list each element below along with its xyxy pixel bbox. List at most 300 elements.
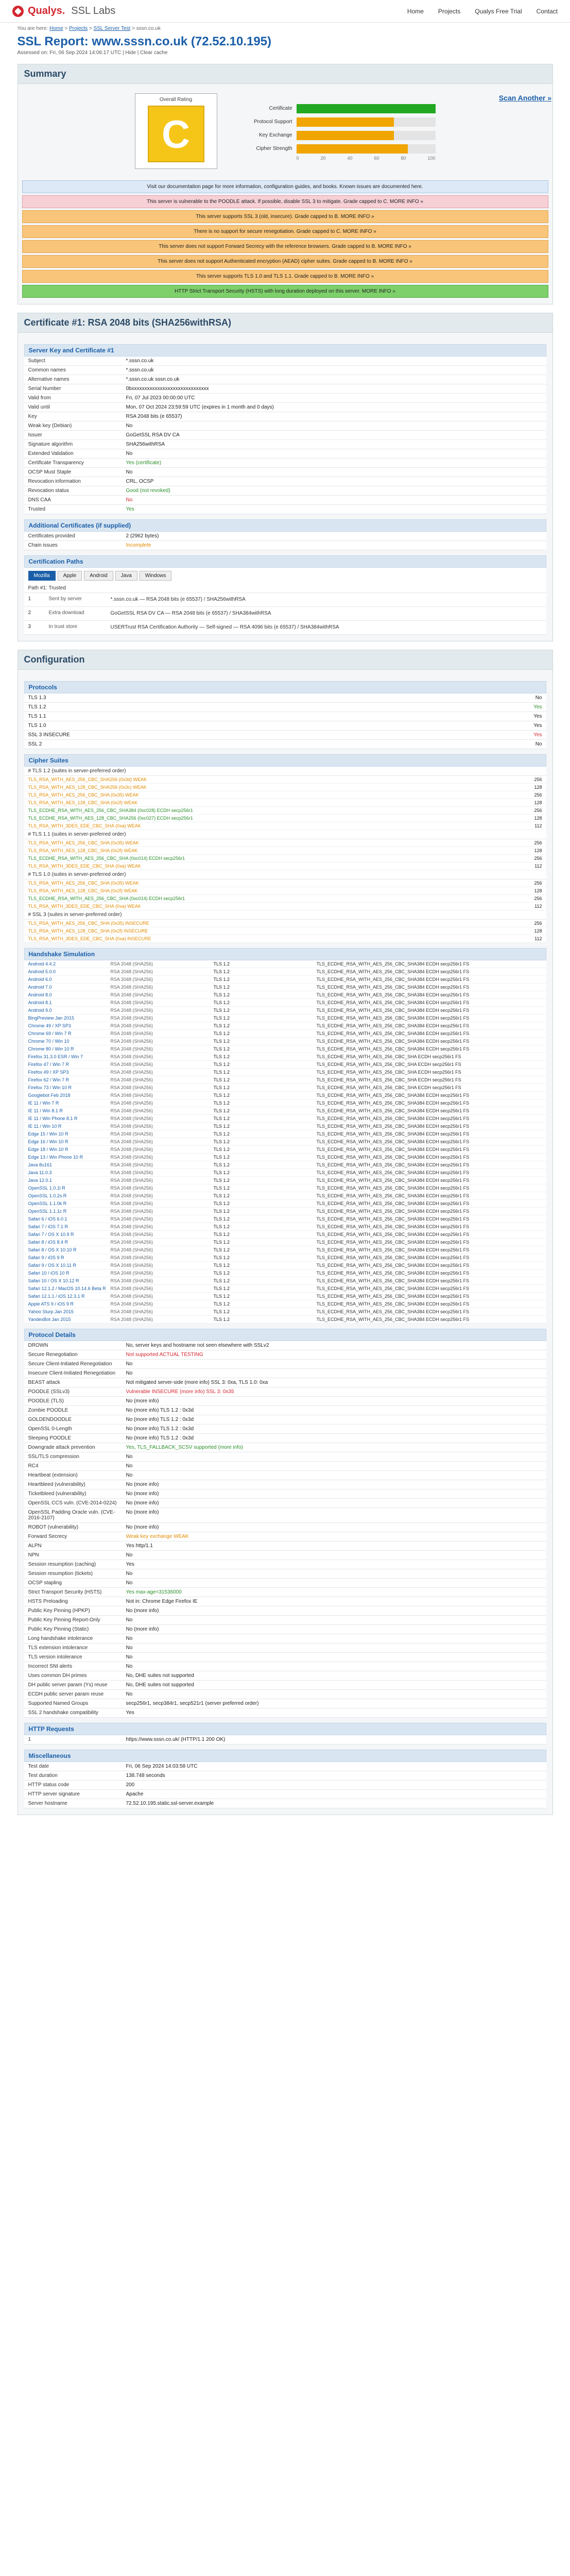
overall-rating-card — [135, 93, 217, 169]
handshake-row — [24, 1246, 546, 1254]
detail-row-key: Forward Secrecy — [28, 1534, 67, 1539]
sim-client[interactable]: BingPreview Jan 2015 — [28, 1015, 75, 1021]
detail-row-key: Secure Client-Initiated Renegotiation — [28, 1361, 112, 1367]
detail-row-key: TLS version intolerance — [28, 1654, 82, 1660]
detail-row — [24, 1681, 546, 1690]
sim-protocol: TLS 1.2 — [213, 1309, 230, 1314]
http-requests-table — [24, 1735, 546, 1744]
cert-row-key: Serial Number — [28, 386, 61, 392]
cipher-row — [24, 822, 546, 830]
sim-cert: RSA 2048 (SHA256) — [110, 1093, 153, 1098]
cipher-group-head[interactable] — [24, 830, 546, 839]
detail-row-value: No — [126, 1664, 133, 1669]
http-row — [24, 1735, 546, 1744]
detail-row-value: No — [126, 1552, 133, 1558]
detail-row-key: DROWN — [28, 1343, 48, 1348]
cipher-row — [24, 879, 546, 887]
sim-client[interactable]: Java 12.0.1 — [28, 1178, 53, 1183]
scale-tick: 0 — [296, 155, 299, 161]
sim-suite: TLS_ECDHE_RSA_WITH_AES_256_CBC_SHA384 ECDH secp256r1 FS — [316, 1000, 470, 1005]
sim-suite: TLS_ECDHE_RSA_WITH_AES_256_CBC_SHA384 ECDH secp256r1 FS — [316, 1216, 470, 1222]
sim-protocol: TLS 1.2 — [213, 1108, 230, 1113]
sim-protocol: TLS 1.2 — [213, 1000, 230, 1005]
protocols-head[interactable]: Protocols — [24, 681, 546, 693]
handshake-row — [24, 1239, 546, 1246]
sim-cert: RSA 2048 (SHA256) — [110, 985, 153, 990]
cipher-name: TLS_RSA_WITH_3DES_EDE_CBC_SHA (0xa) WEAK — [28, 823, 141, 828]
server-key-head[interactable]: Server Key and Certificate #1 — [24, 344, 546, 357]
brand-logo[interactable] — [12, 5, 115, 17]
path-row — [24, 621, 546, 635]
nav-home[interactable]: Home — [407, 7, 424, 15]
additional-row-key: Certificates provided — [28, 533, 75, 539]
sim-client[interactable]: Edge 13 / Win Phone 10 R — [28, 1155, 83, 1160]
cert-paths-head[interactable]: Certification Paths — [24, 555, 546, 568]
sim-client[interactable]: Googlebot Feb 2018 — [28, 1093, 71, 1098]
cert-row — [24, 412, 546, 421]
detail-row — [24, 1643, 546, 1653]
summary-notice: Visit our documentation page for more information, configuration guides, and books. Known issues are documented here. — [22, 180, 548, 193]
misc-row-value: 200 — [126, 1782, 135, 1788]
sim-protocol: TLS 1.2 — [213, 1270, 230, 1276]
sim-client[interactable]: Edge 16 / Win 10 R — [28, 1139, 68, 1144]
handshake-row — [24, 1069, 546, 1076]
ciphers-head[interactable]: Cipher Suites — [24, 754, 546, 767]
sim-cert: RSA 2048 (SHA256) — [110, 1224, 153, 1229]
cert-row — [24, 357, 546, 366]
detail-row — [24, 1360, 546, 1369]
sim-protocol: TLS 1.2 — [213, 1023, 230, 1028]
detail-row — [24, 1480, 546, 1489]
score-bar-fill — [297, 131, 394, 140]
scan-another-link[interactable]: Scan Another » — [498, 94, 551, 102]
sim-client[interactable]: Firefox 73 / Win 10 R — [28, 1085, 72, 1090]
sim-client[interactable]: Safari 7 / OS X 10.9 R — [28, 1232, 74, 1237]
sim-suite: TLS_ECDHE_RSA_WITH_AES_256_CBC_SHA384 ECDH secp256r1 FS — [316, 1309, 470, 1314]
score-scale — [297, 156, 436, 161]
cipher-name: TLS_ECDHE_RSA_WITH_AES_256_CBC_SHA (0xc014) ECDH secp256r1 — [28, 896, 185, 901]
qualys-shield-icon — [12, 6, 24, 17]
handshake-row — [24, 1084, 546, 1092]
sim-protocol: TLS 1.2 — [213, 1170, 230, 1175]
cipher-bits: 128 — [534, 800, 542, 805]
sim-suite: TLS_ECDHE_RSA_WITH_AES_256_CBC_SHA384 ECDH secp256r1 FS — [316, 1100, 470, 1106]
protocol-value: Yes — [533, 714, 542, 719]
tab-android[interactable]: Android — [84, 571, 113, 581]
sim-protocol: TLS 1.2 — [213, 1193, 230, 1198]
detail-row — [24, 1569, 546, 1579]
cipher-row — [24, 791, 546, 799]
sim-client[interactable]: OpenSSL 1.1.1c R — [28, 1209, 67, 1214]
cipher-bits: 256 — [534, 921, 542, 926]
protocol-value: Yes — [533, 723, 542, 728]
cert-row — [24, 366, 546, 375]
nav-free-trial[interactable]: Qualys Free Trial — [475, 7, 522, 15]
path-row — [24, 593, 546, 607]
sim-client[interactable]: Safari 7 / iOS 7.1 R — [28, 1224, 68, 1229]
sim-suite: TLS_ECDHE_RSA_WITH_AES_256_CBC_SHA384 ECDH secp256r1 FS — [316, 961, 470, 967]
sim-suite: TLS_ECDHE_RSA_WITH_AES_256_CBC_SHA384 ECDH secp256r1 FS — [316, 1240, 470, 1245]
sim-client[interactable]: Edge 15 / Win 10 R — [28, 1131, 68, 1137]
detail-row-key: ROBOT (vulnerability) — [28, 1524, 79, 1530]
sim-suite: TLS_ECDHE_RSA_WITH_AES_256_CBC_SHA384 ECDH secp256r1 FS — [316, 1023, 470, 1028]
protocol-row — [24, 731, 546, 740]
sim-client[interactable]: Apple ATS 9 / iOS 9 R — [28, 1301, 74, 1307]
sim-client[interactable]: Chrome 69 / Win 7 R — [28, 1031, 72, 1036]
cert-row-value: No — [126, 423, 133, 429]
handshake-row — [24, 1038, 546, 1045]
sim-protocol: TLS 1.2 — [213, 1046, 230, 1052]
detail-row-key: Heartbleed (vulnerability) — [28, 1482, 85, 1487]
score-bar-fill — [297, 104, 436, 113]
detail-row — [24, 1350, 546, 1360]
detail-row-value: No — [126, 1472, 133, 1478]
tab-windows[interactable]: Windows — [140, 571, 172, 581]
detail-row-key: Zombie POODLE — [28, 1408, 68, 1413]
sim-protocol: TLS 1.2 — [213, 985, 230, 990]
breadcrumb-home[interactable]: Home — [49, 26, 63, 31]
sim-client[interactable]: IE 11 / Win Phone 8.1 R — [28, 1116, 78, 1121]
sim-client[interactable]: Safari 6 / iOS 6.0.1 — [28, 1216, 67, 1222]
sim-client[interactable]: Java 11.0.3 — [28, 1170, 52, 1175]
sim-client[interactable]: Firefox 49 / XP SP3 — [28, 1070, 69, 1075]
cert-row-key: Alternative names — [28, 377, 70, 382]
scale-tick: 100 — [427, 155, 436, 161]
sim-client[interactable]: OpenSSL 1.1.0k R — [28, 1201, 67, 1206]
cipher-name: TLS_RSA_WITH_AES_128_CBC_SHA256 (0x3c) WEAK — [28, 785, 147, 790]
sim-client[interactable]: OpenSSL 1.0.1l R — [28, 1185, 65, 1191]
http-row-value: https://www.sssn.co.uk/ (HTTP/1.1 200 OK) — [126, 1737, 226, 1742]
cipher-row — [24, 887, 546, 895]
sim-cert: RSA 2048 (SHA256) — [110, 1232, 153, 1237]
breadcrumb-ssl-test[interactable]: SSL Server Test — [93, 26, 131, 31]
sim-client[interactable]: Android 6.0 — [28, 977, 52, 982]
cipher-name: TLS_RSA_WITH_AES_128_CBC_SHA (0x2f) WEAK — [28, 800, 138, 805]
sim-client[interactable]: Firefox 47 / Win 7 R — [28, 1062, 70, 1067]
sim-client[interactable]: Safari 10 / OS X 10.12 R — [28, 1278, 79, 1283]
sim-client[interactable]: IE 11 / Win 8.1 R — [28, 1108, 63, 1113]
cert-row-value: CRL, OCSP — [126, 479, 154, 484]
cert-row — [24, 477, 546, 486]
sim-suite: TLS_ECDHE_RSA_WITH_AES_256_CBC_SHA384 ECDH secp256r1 FS — [316, 977, 470, 982]
handshake-row — [24, 960, 546, 968]
detail-row — [24, 1369, 546, 1378]
cert-row — [24, 505, 546, 514]
sim-protocol: TLS 1.2 — [213, 1077, 230, 1082]
protocol-name: TLS 1.1 — [28, 714, 46, 719]
sim-client[interactable]: Android 4.4.2 — [28, 961, 56, 967]
tab-apple[interactable]: Apple — [58, 571, 82, 581]
sim-protocol: TLS 1.2 — [213, 1131, 230, 1137]
misc-row-key: Server hostname — [28, 1801, 67, 1806]
protocol-details-head[interactable]: Protocol Details — [24, 1329, 546, 1341]
sim-suite: TLS_ECDHE_RSA_WITH_AES_256_CBC_SHA384 ECDH secp256r1 FS — [316, 1286, 470, 1291]
misc-head[interactable]: Miscellaneous — [24, 1750, 546, 1762]
handshake-head[interactable]: Handshake Simulation — [24, 948, 546, 960]
sim-suite: TLS_ECDHE_RSA_WITH_AES_256_CBC_SHA384 ECDH secp256r1 FS — [316, 1270, 470, 1276]
detail-row-value: No — [126, 1571, 133, 1577]
cipher-bits: 256 — [534, 808, 542, 813]
protocol-table — [24, 693, 546, 749]
configuration-title: Configuration — [18, 650, 552, 670]
protocol-name: SSL 3 INSECURE — [28, 732, 70, 738]
sim-client[interactable]: IE 11 / Win 10 R — [28, 1124, 62, 1129]
protocol-value: Yes — [533, 704, 542, 710]
cert-row-value: Mon, 07 Oct 2024 23:59:59 UTC (expires in 1 month and 0 days) — [126, 404, 274, 410]
sim-suite: TLS_ECDHE_RSA_WITH_AES_256_CBC_SHA384 ECDH secp256r1 FS — [316, 1015, 470, 1021]
cert-row-key: Signature algorithm — [28, 442, 73, 447]
http-requests-head[interactable]: HTTP Requests — [24, 1723, 546, 1735]
detail-row-key: Insecure Client-Initiated Renegotiation — [28, 1370, 116, 1376]
path-detail: *.sssn.co.uk — RSA 2048 bits (e 65537) / SHA256withRSA — [110, 597, 246, 602]
handshake-row — [24, 1208, 546, 1215]
path-detail: USERTrust RSA Certification Authority — Self-signed — RSA 4096 bits (e 65537) / SHA384withRSA — [110, 624, 339, 630]
detail-row-key: HSTS Preloading — [28, 1599, 68, 1604]
handshake-row — [24, 1107, 546, 1115]
sim-cert: RSA 2048 (SHA256) — [110, 977, 153, 982]
cert-row-value: GoGetSSL RSA DV CA — [126, 432, 180, 438]
sim-protocol: TLS 1.2 — [213, 1015, 230, 1021]
cipher-name: TLS_RSA_WITH_3DES_EDE_CBC_SHA (0xa) INSECURE — [28, 936, 151, 941]
sim-client[interactable]: Safari 9 / iOS 9 R — [28, 1255, 64, 1260]
sim-client[interactable]: Safari 12.1.1 / iOS 12.3.1 R — [28, 1294, 85, 1299]
cipher-row — [24, 927, 546, 935]
cipher-name: TLS_RSA_WITH_AES_128_CBC_SHA (0x2f) WEAK — [28, 888, 138, 893]
breadcrumb: You are here: Home > Projects > SSL Server Test > sssn.co.uk — [17, 26, 161, 31]
cipher-group-head[interactable] — [24, 870, 546, 879]
sim-suite: TLS_ECDHE_RSA_WITH_AES_256_CBC_SHA384 ECDH secp256r1 FS — [316, 1247, 470, 1252]
cert-row-key: Extended Validation — [28, 451, 74, 456]
detail-row-value: No — [126, 1580, 133, 1586]
handshake-row — [24, 1316, 546, 1324]
sim-suite: TLS_ECDHE_RSA_WITH_AES_256_CBC_SHA384 ECDH secp256r1 FS — [316, 1301, 470, 1307]
cipher-name: TLS_RSA_WITH_3DES_EDE_CBC_SHA (0xa) WEAK — [28, 904, 141, 909]
cipher-name: TLS_RSA_WITH_AES_128_CBC_SHA (0x2f) INSECURE — [28, 928, 148, 934]
sim-client[interactable]: Android 9.0 — [28, 1008, 52, 1013]
detail-row-key: Session resumption (caching) — [28, 1562, 96, 1567]
sim-protocol: TLS 1.2 — [213, 1263, 230, 1268]
detail-row — [24, 1690, 546, 1699]
handshake-row — [24, 1169, 546, 1177]
handshake-row — [24, 1308, 546, 1316]
sim-client[interactable]: Safari 9 / OS X 10.11 R — [28, 1263, 76, 1268]
score-bar-label: Cipher Strength — [256, 146, 292, 151]
protocol-value: No — [535, 741, 542, 747]
detail-row-value: No, DHE suites not supported — [126, 1682, 194, 1688]
sim-cert: RSA 2048 (SHA256) — [110, 1108, 153, 1113]
sim-cert: RSA 2048 (SHA256) — [110, 1270, 153, 1276]
sim-suite: TLS_ECDHE_RSA_WITH_AES_256_CBC_SHA384 ECDH secp256r1 FS — [316, 1116, 470, 1121]
sim-suite: TLS_ECDHE_RSA_WITH_AES_256_CBC_SHA384 ECDH secp256r1 FS — [316, 1008, 470, 1013]
sim-suite: TLS_ECDHE_RSA_WITH_AES_256_CBC_SHA384 ECDH secp256r1 FS — [316, 985, 470, 990]
sim-cert: RSA 2048 (SHA256) — [110, 1131, 153, 1137]
sim-client[interactable]: Safari 10 / iOS 10 R — [28, 1270, 70, 1276]
nav-projects[interactable]: Projects — [438, 7, 461, 15]
score-bar-track — [297, 144, 436, 154]
detail-row — [24, 1415, 546, 1425]
sim-client[interactable]: Safari 12.1.2 / MacOS 10.14.6 Beta R — [28, 1286, 106, 1291]
sim-cert: RSA 2048 (SHA256) — [110, 1000, 153, 1005]
sim-suite: TLS_ECDHE_RSA_WITH_AES_256_CBC_SHA384 ECDH secp256r1 FS — [316, 1232, 470, 1237]
additional-certs-head[interactable]: Additional Certificates (if supplied) — [24, 519, 546, 532]
handshake-row — [24, 991, 546, 999]
sim-protocol: TLS 1.2 — [213, 1224, 230, 1229]
detail-row-value: No — [126, 1361, 133, 1367]
sim-cert: RSA 2048 (SHA256) — [110, 1054, 153, 1059]
detail-row-value: No (more info) — [126, 1608, 159, 1614]
sim-client[interactable]: Chrome 49 / XP SP3 — [28, 1023, 71, 1028]
brand-sub: SSL Labs — [71, 5, 116, 16]
sim-cert: RSA 2048 (SHA256) — [110, 961, 153, 967]
sim-cert: RSA 2048 (SHA256) — [110, 1209, 153, 1214]
detail-row-value: Not supported ACTUAL TESTING — [126, 1352, 203, 1358]
handshake-row — [24, 984, 546, 991]
scale-tick: 60 — [374, 155, 379, 161]
sim-suite: TLS_ECDHE_RSA_WITH_AES_256_CBC_SHA384 ECDH secp256r1 FS — [316, 1294, 470, 1299]
detail-row — [24, 1653, 546, 1662]
sim-protocol: TLS 1.2 — [213, 1294, 230, 1299]
detail-row-value: No — [126, 1645, 133, 1651]
cipher-group-head[interactable] — [24, 767, 546, 776]
score-bar-track — [297, 104, 436, 113]
cert-row — [24, 449, 546, 459]
score-bar-label: Certificate — [269, 106, 292, 111]
cipher-group-head[interactable] — [24, 910, 546, 920]
score-bar-row — [230, 142, 436, 156]
sim-suite: TLS_ECDHE_RSA_WITH_AES_256_CBC_SHA384 ECDH secp256r1 FS — [316, 1185, 470, 1191]
sim-client[interactable]: Android 7.0 — [28, 985, 52, 990]
cert-row — [24, 486, 546, 496]
sim-client[interactable]: YandexBot Jan 2015 — [28, 1317, 71, 1322]
sim-client[interactable]: Firefox 31.3.0 ESR / Win 7 — [28, 1054, 83, 1059]
misc-row-key: Test date — [28, 1764, 49, 1769]
misc-row-value: 138.748 seconds — [126, 1773, 165, 1778]
grade-badge: C — [148, 106, 204, 162]
handshake-row — [24, 1254, 546, 1262]
cipher-name: TLS_RSA_WITH_AES_256_CBC_SHA (0x35) WEAK — [28, 840, 139, 845]
detail-row-value: No (more info) — [126, 1398, 159, 1404]
handshake-row — [24, 1076, 546, 1084]
cipher-bits: 256 — [534, 777, 542, 782]
cert-row-key: DNS CAA — [28, 497, 51, 503]
sim-client[interactable]: Android 5.0.0 — [28, 969, 56, 974]
handshake-row — [24, 976, 546, 984]
detail-row-key: SSL/TLS compression — [28, 1454, 79, 1460]
sim-cert: RSA 2048 (SHA256) — [110, 1147, 153, 1152]
cipher-row — [24, 935, 546, 943]
brand-name: Qualys. — [28, 5, 65, 16]
cipher-row — [24, 839, 546, 847]
sim-suite: TLS_ECDHE_RSA_WITH_AES_256_CBC_SHA384 ECDH secp256r1 FS — [316, 1278, 470, 1283]
tab-mozilla[interactable]: Mozilla — [28, 571, 56, 581]
sim-protocol: TLS 1.2 — [213, 1317, 230, 1322]
sim-client[interactable]: Safari 8 / iOS 8.4 R — [28, 1240, 68, 1245]
score-bar-fill — [297, 117, 394, 127]
path-index: 2 — [28, 610, 31, 616]
misc-row — [24, 1790, 546, 1799]
detail-row — [24, 1341, 546, 1350]
detail-row — [24, 1443, 546, 1452]
tab-java[interactable]: Java — [115, 571, 137, 581]
detail-row-key: Uses common DH primes — [28, 1673, 87, 1679]
sim-client[interactable]: Chrome 80 / Win 10 R — [28, 1046, 74, 1052]
sim-client[interactable]: Chrome 70 / Win 10 — [28, 1039, 70, 1044]
cert-row-key: Valid until — [28, 404, 50, 410]
sim-client[interactable]: IE 11 / Win 7 R — [28, 1100, 59, 1106]
cipher-name: TLS_ECDHE_RSA_WITH_AES_256_CBC_SHA384 (0xc028) ECDH secp256r1 — [28, 808, 193, 813]
detail-row-value: No — [126, 1636, 133, 1641]
handshake-row — [24, 1007, 546, 1014]
detail-row-key: POODLE (SSLv3) — [28, 1389, 70, 1395]
sim-suite: TLS_ECDHE_RSA_WITH_AES_256_CBC_SHA384 ECDH secp256r1 FS — [316, 1039, 470, 1044]
sim-suite: TLS_ECDHE_RSA_WITH_AES_256_CBC_SHA384 ECDH secp256r1 FS — [316, 1108, 470, 1113]
cert-row — [24, 440, 546, 449]
sim-client[interactable]: OpenSSL 1.0.2s R — [28, 1193, 67, 1198]
cert-row-key: Key — [28, 414, 37, 419]
cipher-name: TLS_RSA_WITH_AES_256_CBC_SHA (0x35) WEAK — [28, 792, 139, 798]
configuration-section — [18, 650, 553, 1815]
sim-client[interactable]: Android 8.0 — [28, 992, 52, 997]
cipher-name: TLS_ECDHE_RSA_WITH_AES_128_CBC_SHA256 (0xc027) ECDH secp256r1 — [28, 816, 193, 821]
detail-row-value: Yes — [126, 1710, 134, 1716]
handshake-row — [24, 1192, 546, 1200]
cert-row — [24, 431, 546, 440]
handshake-row — [24, 1184, 546, 1192]
detail-row-value: Yes max-age=31536000 — [126, 1589, 182, 1595]
sim-client[interactable]: Yahoo Slurp Jan 2015 — [28, 1309, 74, 1314]
summary-section — [18, 64, 553, 304]
breadcrumb-projects[interactable]: Projects — [69, 26, 88, 31]
handshake-row — [24, 1177, 546, 1184]
cert-row-value: SHA256withRSA — [126, 442, 165, 447]
detail-row-key: SSL 2 handshake compatibility — [28, 1710, 98, 1716]
detail-row-value: No — [126, 1617, 133, 1623]
protocol-row — [24, 721, 546, 731]
handshake-row — [24, 1138, 546, 1146]
detail-row-key: ALPN — [28, 1543, 42, 1549]
sim-client[interactable]: Edge 18 / Win 10 R — [28, 1147, 68, 1152]
detail-row-key: OpenSSL Padding Oracle vuln. (CVE-2016-2107) — [28, 1510, 115, 1521]
handshake-row — [24, 1262, 546, 1269]
notice-list — [18, 180, 552, 298]
sim-cert: RSA 2048 (SHA256) — [110, 1216, 153, 1222]
sim-client[interactable]: Java 8u161 — [28, 1162, 53, 1167]
summary-box — [18, 84, 552, 178]
handshake-row — [24, 1269, 546, 1277]
sim-cert: RSA 2048 (SHA256) — [110, 1077, 153, 1082]
top-bar — [0, 0, 570, 23]
cert-row-value: No — [126, 497, 133, 503]
nav-contact[interactable]: Contact — [536, 7, 558, 15]
sim-cert: RSA 2048 (SHA256) — [110, 1008, 153, 1013]
sim-client[interactable]: Safari 8 / OS X 10.10 R — [28, 1247, 77, 1252]
sim-client[interactable]: Android 8.1 — [28, 1000, 52, 1005]
cert-row-value: *.sssn.co.uk — [126, 358, 154, 364]
score-bars — [230, 102, 436, 161]
assessed-date: Assessed on: Fri, 06 Sep 2024 14:06:17 UTC | Hide | Clear cache — [17, 50, 168, 56]
cert-row-key: Trusted — [28, 506, 46, 512]
sim-cert: RSA 2048 (SHA256) — [110, 1039, 153, 1044]
sim-suite: TLS_ECDHE_RSA_WITH_AES_256_CBC_SHA ECDH secp256r1 FS — [316, 1070, 461, 1075]
sim-protocol: TLS 1.2 — [213, 961, 230, 967]
scale-tick: 80 — [401, 155, 406, 161]
additional-table — [24, 532, 546, 550]
cipher-bits: 256 — [534, 856, 542, 861]
detail-row-value: Weak key exchange WEAK — [126, 1534, 189, 1539]
detail-row-key: Strict Transport Security (HSTS) — [28, 1589, 102, 1595]
sim-protocol: TLS 1.2 — [213, 1286, 230, 1291]
sim-client[interactable]: Firefox 62 / Win 7 R — [28, 1077, 70, 1082]
